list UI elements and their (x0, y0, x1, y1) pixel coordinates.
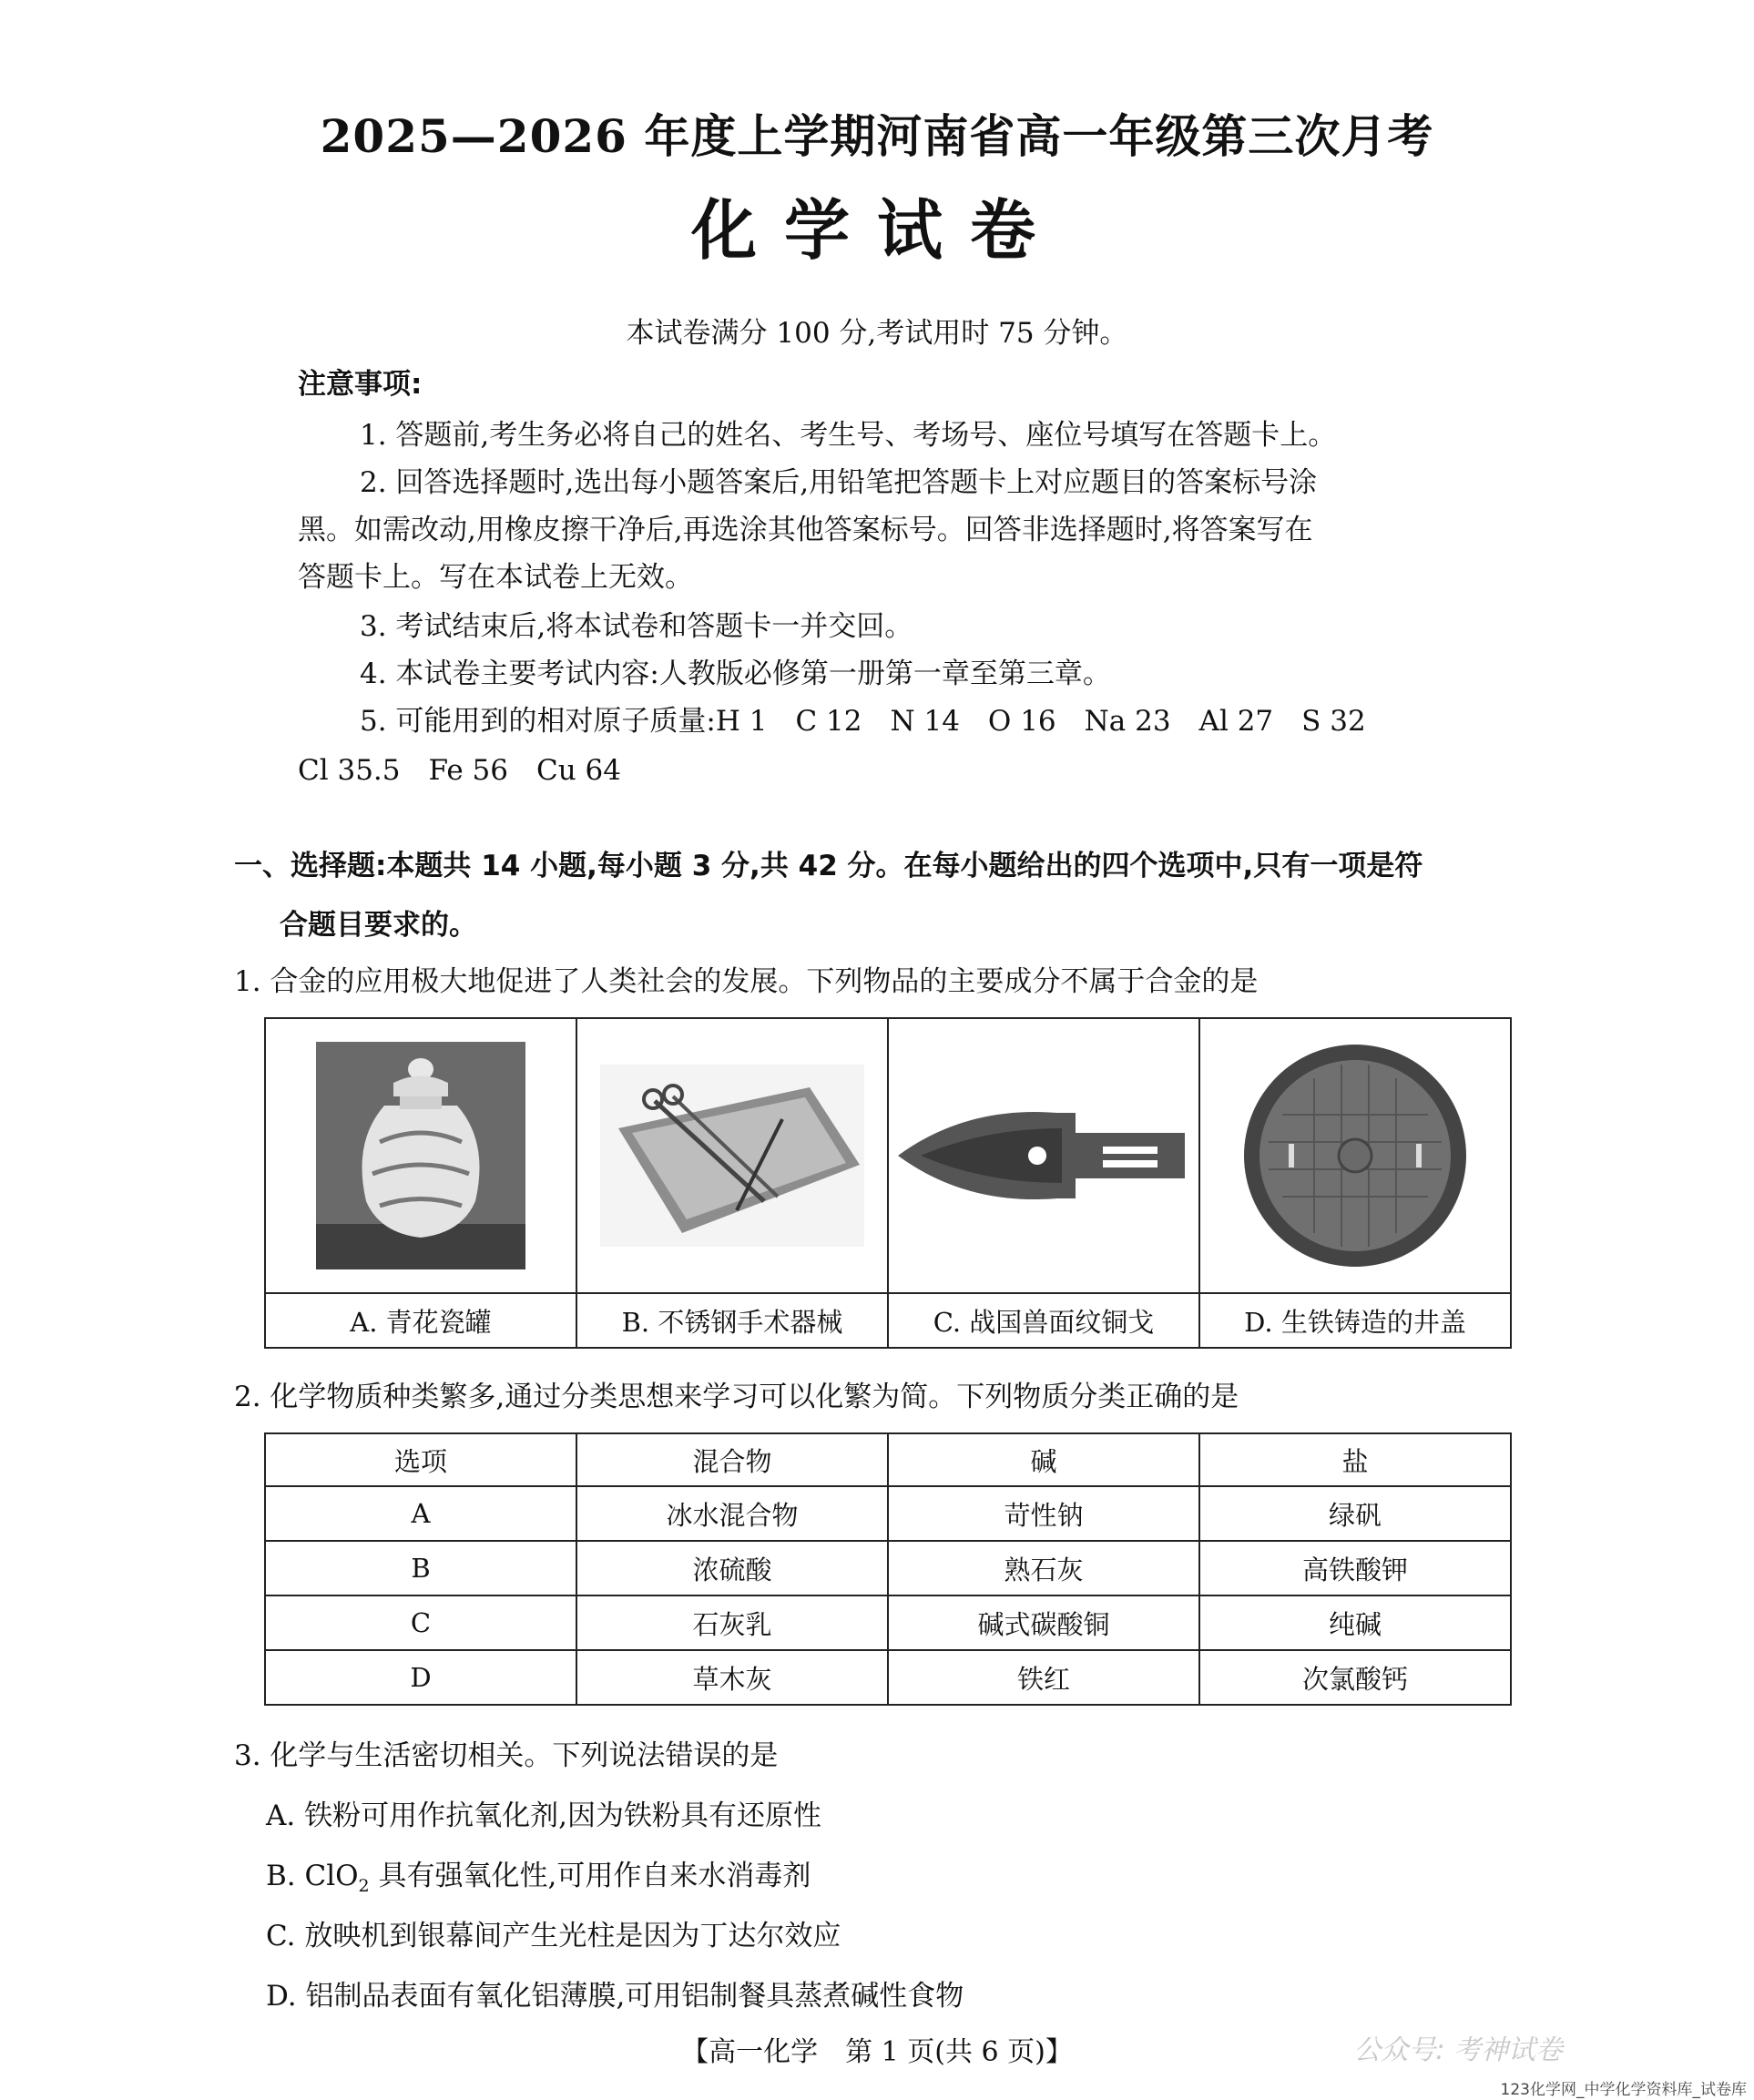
notice-line-8: Cl 35.5 Fe 56 Cu 64 (298, 754, 621, 787)
q3-option-c: C. 放映机到银幕间产生光柱是因为丁达尔效应 (266, 1920, 841, 1952)
q2-header-mixture: 混合物 (576, 1433, 888, 1486)
q3-option-b-suffix: 具有强氧化性,可用作自来水消毒剂 (369, 1860, 811, 1892)
exam-info: 本试卷满分 100 分,考试用时 75 分钟。 (626, 317, 1128, 350)
exam-title: 2025—2026 年度上学期河南省高一年级第三次月考 (320, 109, 1434, 163)
source-watermark: 123化学网_中学化学资料库_试卷库 (1500, 2081, 1747, 2099)
q3-option-a: A. 铁粉可用作抗氧化剂,因为铁粉具有还原性 (266, 1799, 821, 1832)
q2-table (264, 1432, 1512, 1706)
q1-options-table (264, 1017, 1512, 1349)
table-cell: 纯碱 (1199, 1595, 1511, 1650)
table-row (265, 1541, 1511, 1595)
section-1-heading: 一、选择题:本题共 14 小题,每小题 3 分,共 42 分。在每小题给出的四个选项中,只有一项是符 (234, 850, 1423, 882)
q2-header-option: 选项 (265, 1433, 576, 1486)
section-1-heading-cont: 合题目要求的。 (280, 909, 477, 942)
notice-line-5: 3. 考试结束后,将本试卷和答题卡一并交回。 (360, 610, 913, 643)
q1-image-c (888, 1018, 1199, 1293)
table-row (265, 1595, 1511, 1650)
q2-header-salt: 盐 (1199, 1433, 1511, 1486)
q1-option-d: D. 生铁铸造的井盖 (1199, 1293, 1511, 1348)
q1-image-a (265, 1018, 576, 1293)
table-cell: D (265, 1650, 576, 1705)
table-cell: 冰水混合物 (576, 1486, 888, 1541)
notice-line-6: 4. 本试卷主要考试内容:人教版必修第一册第一章至第三章。 (360, 658, 1111, 690)
table-cell: 绿矾 (1199, 1486, 1511, 1541)
bronze-dagger-icon (893, 1087, 1194, 1224)
q3-option-b-subscript: 2 (358, 1876, 370, 1897)
page-footer: 【高一化学 第 1 页(共 6 页)】 (681, 2036, 1073, 2068)
porcelain-jar-icon (316, 1042, 525, 1269)
table-cell: 浓硫酸 (576, 1541, 888, 1595)
table-cell: 高铁酸钾 (1199, 1541, 1511, 1595)
q2-header-base: 碱 (888, 1433, 1199, 1486)
q1-image-d (1199, 1018, 1511, 1293)
notice-heading: 注意事项: (298, 368, 423, 401)
notice-line-4: 答题卡上。写在本试卷上无效。 (298, 561, 693, 594)
notice-line-7: 5. 可能用到的相对原子质量:H 1 C 12 N 14 O 16 Na 23 Al 27 S 32 (360, 705, 1366, 738)
q1-option-a: A. 青花瓷罐 (265, 1293, 576, 1348)
manhole-cover-icon (1241, 1042, 1469, 1269)
surgical-tools-icon (600, 1065, 864, 1247)
q1-image-b (576, 1018, 888, 1293)
table-cell: 熟石灰 (888, 1541, 1199, 1595)
q1-option-c: C. 战国兽面纹铜戈 (888, 1293, 1199, 1348)
q3-option-b (266, 1852, 811, 1896)
table-cell: 苛性钠 (888, 1486, 1199, 1541)
table-cell: B (265, 1541, 576, 1595)
notice-line-2: 2. 回答选择题时,选出每小题答案后,用铅笔把答题卡上对应题目的答案标号涂 (360, 466, 1318, 499)
subject-title: 化学试卷 (690, 191, 1063, 269)
q3-option-d: D. 铝制品表面有氧化铝薄膜,可用铝制餐具蒸煮碱性食物 (266, 1980, 964, 2013)
q1-option-b: B. 不锈钢手术器械 (576, 1293, 888, 1348)
watermark: 公众号: 考神试卷 (1353, 2034, 1563, 2066)
q3-stem: 3. 化学与生活密切相关。下列说法错误的是 (234, 1739, 779, 1772)
table-cell: 石灰乳 (576, 1595, 888, 1650)
table-cell: C (265, 1595, 576, 1650)
notice-line-3: 黑。如需改动,用橡皮擦干净后,再选涂其他答案标号。回答非选择题时,将答案写在 (298, 514, 1313, 546)
table-cell: 碱式碳酸铜 (888, 1595, 1199, 1650)
table-cell: A (265, 1486, 576, 1541)
table-cell: 次氯酸钙 (1199, 1650, 1511, 1705)
table-row (265, 1486, 1511, 1541)
q2-stem: 2. 化学物质种类繁多,通过分类思想来学习可以化繁为简。下列物质分类正确的是 (234, 1381, 1239, 1413)
q3-option-b-prefix: B. ClO (266, 1860, 359, 1892)
table-row (265, 1650, 1511, 1705)
notice-line-1: 1. 答题前,考生务必将自己的姓名、考生号、考场号、座位号填写在答题卡上。 (360, 419, 1337, 452)
table-cell: 铁红 (888, 1650, 1199, 1705)
q1-stem: 1. 合金的应用极大地促进了人类社会的发展。下列物品的主要成分不属于合金的是 (234, 965, 1259, 998)
table-cell: 草木灰 (576, 1650, 888, 1705)
